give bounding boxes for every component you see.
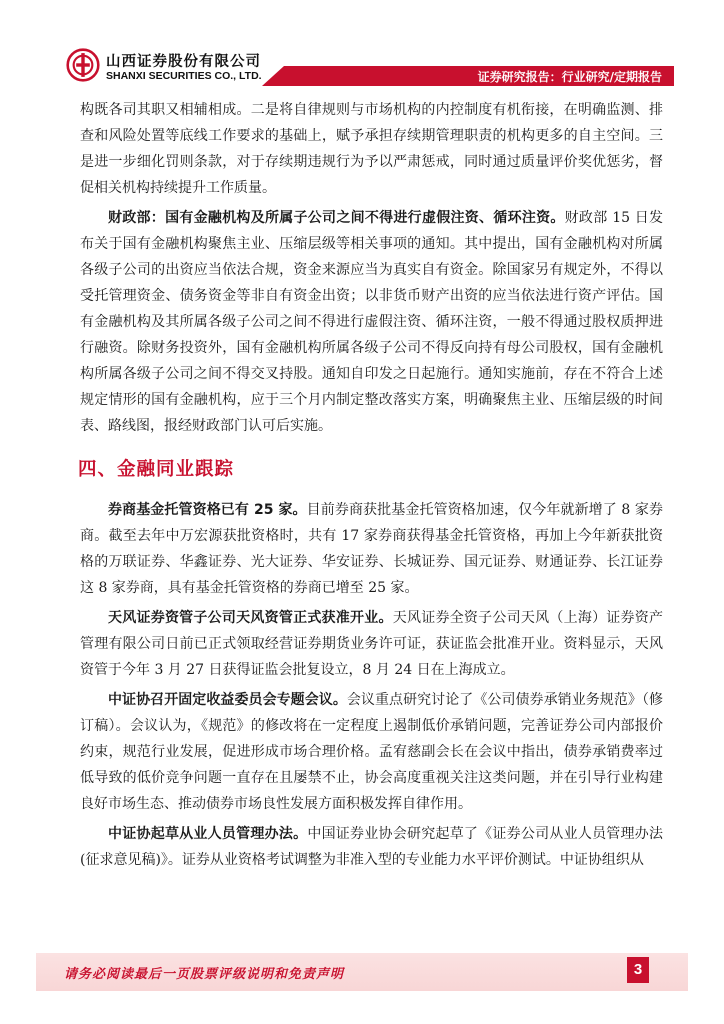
company-name-en: SHANXI SECURITIES CO., LTD. xyxy=(106,70,262,82)
company-name-cn: 山西证券股份有限公司 xyxy=(106,54,261,70)
paragraph xyxy=(80,205,663,439)
paragraph-text: 目前券商获批基金托管资格加速，仅今年就新增了 8 家券商。截至去年中万宏源获批资格时，共有 17 家券商获得基金托管资格，再加上今年新获批资格的万联证券、华鑫证券、光大证券、华安证券、长城证券、国元证券、财通证券、长江证券这 8 家券商，具有基金托管资格的券商已增至 25 家。 xyxy=(80,502,663,596)
paragraph-lead: 中证协召开固定收益委员会专题会议。 xyxy=(108,692,347,708)
paragraph-text: 财政部 15 日发布关于国有金融机构聚焦主业、压缩层级等相关事项的通知。其中提出，国有金融机构对所属各级子公司的出资应当依法合规，资金来源应当为真实自有资金。除国家另有规定外，不得以受托管理资金、债务资金等非自有资金出资；以非货币财产出资的应当依法进行资产评估。国有金融机构及其所属各级子公司之间不得进行虚假注资、循环注资，一般不得通过股权质押进行融资。除财务投资外，国有金融机构所属各级子公司不得反向持有母公司股权，国有金融机构所属各级子公司之间不得交叉持股。通知自印发之日起施行。通知实施前，存在不符合上述规定情形的国有金融机构，应于三个月内制定整改落实方案，明确聚焦主业、压缩层级的时间表、路线图，报经财政部门认可后实施。 xyxy=(80,210,663,434)
page-header xyxy=(0,0,724,96)
paragraph-text: 会议重点研究讨论了《公司债券承销业务规范》（修订稿）。会议认为，《规范》的修改将在一定程度上遏制低价承销问题，完善证券公司内部报价约束，规范行业发展，促进形成市场合理价格。孟宥慈副会长在会议中指出，债券承销费率过低导致的低价竞争问题一直存在且屡禁不止，协会高度重视关注这类问题，并在引导行业构建良好市场生态、推动债券市场良性发展方面积极发挥自律作用。 xyxy=(80,692,664,812)
paragraph xyxy=(80,687,663,817)
section-title: 四、金融同业跟踪 xyxy=(78,459,235,480)
report-body xyxy=(80,97,663,877)
paragraph-text: 天风证券全资子公司天风（上海）证券资产管理有限公司日前已正式领取经营证券期货业务许可证，获证监会批准开业。资料显示，天风资管于今年 3 月 27 日获得证监会批复设立，8 月 24 日在上海成立。 xyxy=(80,610,664,678)
paragraph-lead: 财政部：国有金融机构及所属子公司之间不得进行虚假注资、循环注资。 xyxy=(108,210,565,226)
paragraph: 构既各司其职又相辅相成。二是将自律规则与市场机构的内控制度有机衔接，在明确监测、排查和风险处置等底线工作要求的基础上，赋予承担存续期管理职责的机构更多的自主空间。三是进一步细化罚则条款，对于存续期违规行为予以严肃惩戒，同时通过质量评价奖优惩劣，督促相关机构持续提升工作质量。 xyxy=(80,102,663,196)
report-type-band xyxy=(284,66,674,86)
disclaimer-notice: 请务必阅读最后一页股票评级说明和免责声明 xyxy=(64,967,345,982)
page-number: 3 xyxy=(627,957,649,983)
company-logo xyxy=(66,48,100,82)
paragraph-lead: 中证协起草从业人员管理办法。 xyxy=(108,826,308,842)
paragraph xyxy=(80,497,663,601)
footer-band xyxy=(36,953,688,991)
paragraph xyxy=(80,821,663,873)
report-type: 证券研究报告：行业研究/定期报告 xyxy=(477,70,662,84)
paragraph-lead: 券商基金托管资格已有 25 家。 xyxy=(108,502,307,518)
paragraph-lead: 天风证券资管子公司天风资管正式获准开业。 xyxy=(108,610,393,626)
paragraph xyxy=(80,605,663,683)
paragraph-text: 中国证券业协会研究起草了《证券公司从业人员管理办法(征求意见稿)》。证券从业资格考试调整为非准入型的专业能力水平评价测试。中证协组织从 xyxy=(80,826,664,868)
